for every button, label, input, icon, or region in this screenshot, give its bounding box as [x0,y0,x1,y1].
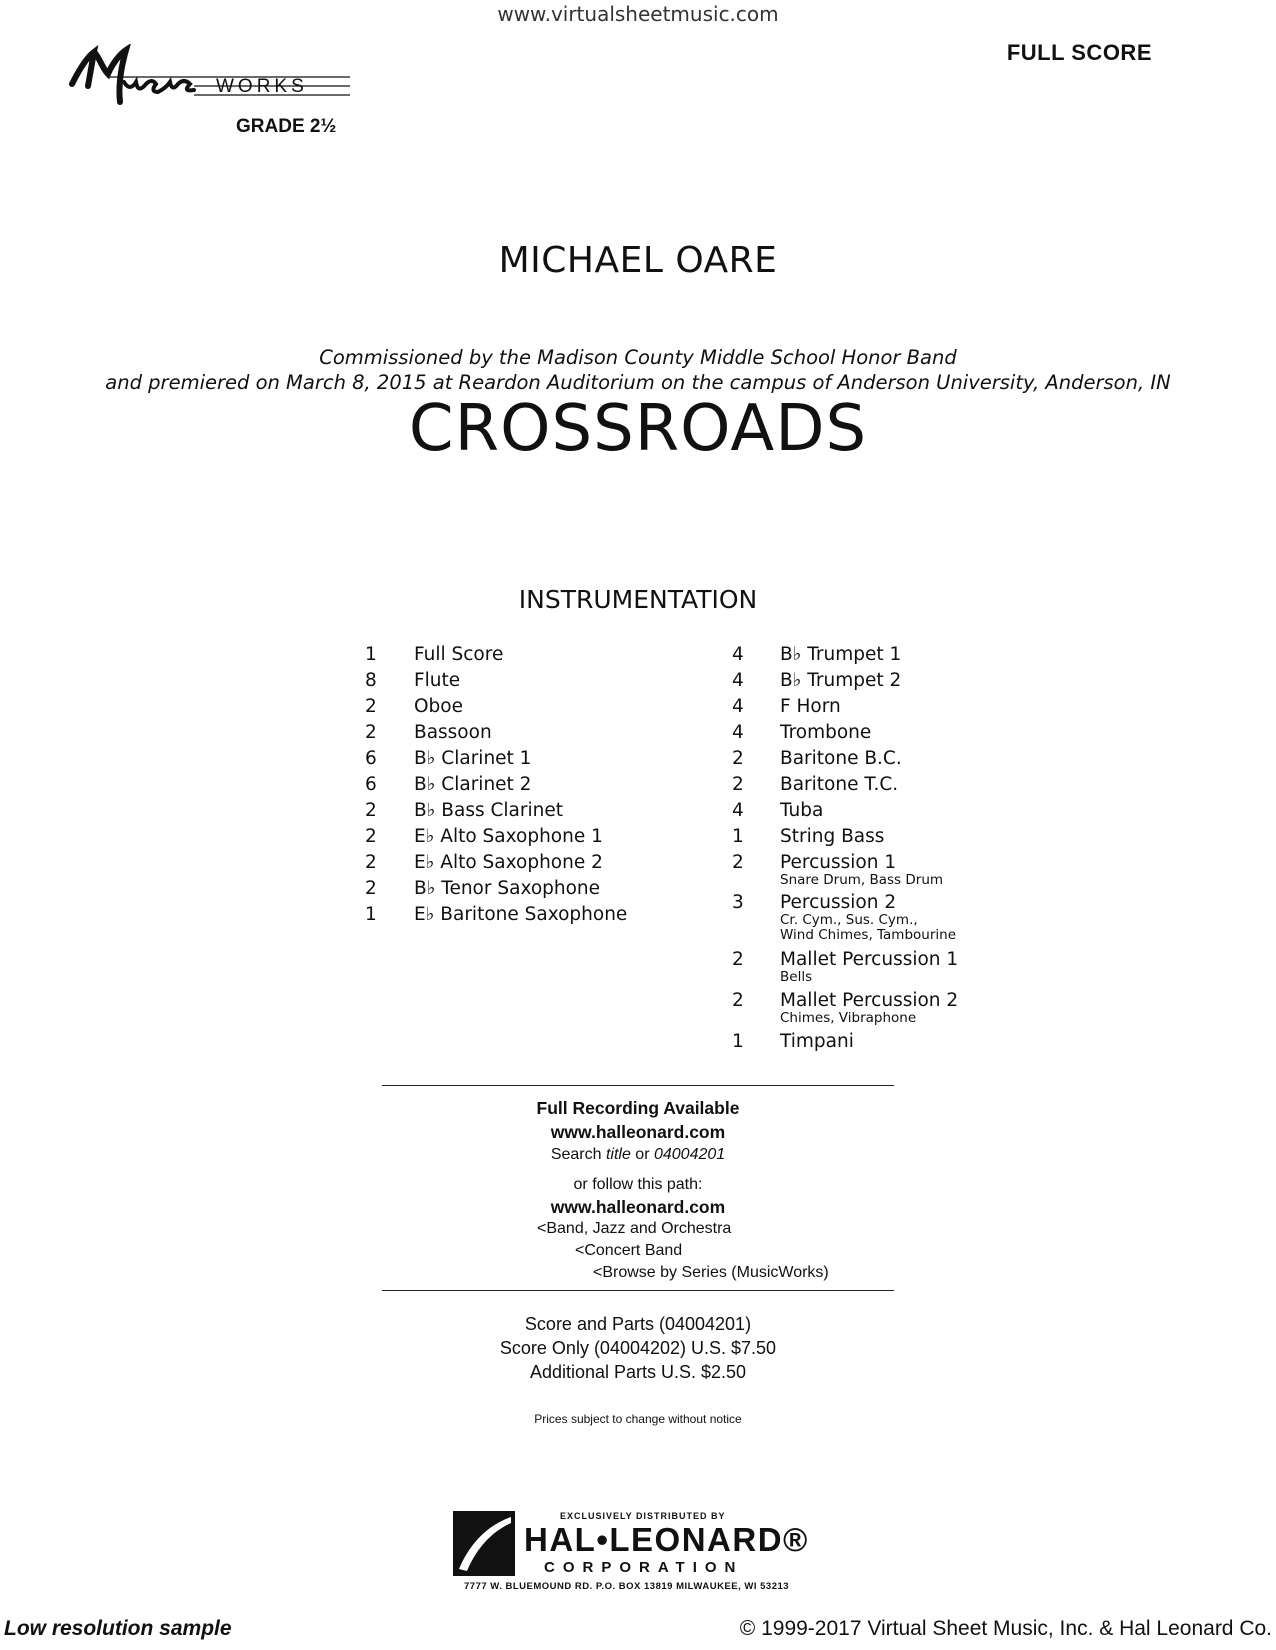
instrument-row [365,748,695,774]
publisher-corporation: CORPORATION [544,1559,744,1576]
instrument-qty: 8 [365,670,377,691]
instrument-row [732,644,1032,670]
instrument-name [780,990,958,1026]
search-or: or [630,1146,654,1163]
instrument-qty: 2 [365,878,377,899]
instrument-row [365,644,695,670]
svg-text:WORKS: WORKS [216,76,308,97]
search-title: title [605,1146,631,1163]
path-step-1: <Band, Jazz and Orchestra [537,1220,732,1237]
divider-bottom [382,1290,894,1291]
instrumentation-right-column [732,644,1032,1057]
full-score-label: FULL SCORE [1006,40,1152,65]
instrument-name: B♭ Clarinet 2 [414,774,532,795]
instrument-name: Tuba [780,800,824,821]
instrument-qty: 4 [732,722,744,743]
instrument-qty: 3 [732,892,744,913]
instrument-row [365,696,695,722]
instrument-row [732,949,1032,990]
instrument-qty: 4 [732,670,744,691]
instrument-row [365,670,695,696]
instrument-name: B♭ Tenor Saxophone [414,878,601,899]
instrument-row [732,892,1032,949]
instrument-name: Baritone B.C. [780,748,902,769]
instrument-name [780,852,943,888]
instrument-name [780,892,956,943]
publisher-address: 7777 W. BLUEMOUND RD. P.O. BOX 13819 MILWAUKEE, WI 53213 [464,1581,790,1592]
instrument-qty: 1 [732,826,744,847]
instrument-name [780,949,958,985]
instrumentation-heading: INSTRUMENTATION [518,585,758,614]
instrument-qty: 2 [732,774,744,795]
instrument-name-text: Mallet Percussion 1 [780,949,959,970]
price-line-1: Score and Parts (04004201) [524,1314,752,1334]
instrument-name: F Horn [780,696,841,717]
instrument-name-text: Percussion 1 [780,852,897,873]
recording-site-link[interactable]: www.halleonard.com [550,1122,726,1142]
instrument-row [365,722,695,748]
piece-title: CROSSROADS [408,392,868,466]
instrument-row [365,774,695,800]
instrument-qty: 2 [365,800,377,821]
instrument-qty: 2 [732,990,744,1011]
instrument-name: B♭ Bass Clarinet [414,800,563,821]
price-line-2: Score Only (04004202) U.S. $7.50 [499,1338,777,1358]
instrument-qty: 2 [365,722,377,743]
instrument-row [732,1031,1032,1057]
instrument-row [732,826,1032,852]
recording-search [0,1144,1276,1165]
instrument-row [732,852,1032,892]
follow-path-label: or follow this path: [573,1176,703,1193]
instrument-row [365,878,695,904]
instrument-row [732,670,1032,696]
recording-heading: Full Recording Available [536,1098,740,1118]
instrument-row [732,774,1032,800]
instrument-name-text: Percussion 2 [780,892,897,913]
instrument-qty: 2 [732,949,744,970]
recording-path [0,1174,1276,1219]
instrument-detail: Snare Drum, Bass Drum [780,872,944,888]
instrument-detail: Wind Chimes, Tambourine [780,927,957,943]
distributor-label: EXCLUSIVELY DISTRIBUTED BY [560,1511,726,1521]
instrument-qty: 2 [732,748,744,769]
path-step-2: <Concert Band [575,1242,683,1259]
publisher-name: HAL•LEONARD® [524,1521,809,1558]
instrument-qty: 4 [732,696,744,717]
instrument-qty: 6 [365,748,377,769]
instrument-row [732,696,1032,722]
copyright-notice: © 1999-2017 Virtual Sheet Music, Inc. & Hal Leonard Co. [739,1617,1272,1640]
instrumentation-left-column [365,644,695,930]
instrument-row [732,800,1032,826]
instrument-row [365,826,695,852]
composer-name: MICHAEL OARE [498,240,778,281]
instrument-name: B♭ Trumpet 1 [780,644,902,665]
watermark-url: www.virtualsheetmusic.com [497,2,779,26]
instrument-qty: 2 [365,852,377,873]
low-resolution-notice: Low resolution sample [4,1617,232,1640]
path-site-link[interactable]: www.halleonard.com [550,1197,726,1217]
grade-label: GRADE 2½ [236,116,337,137]
recording-info [0,1096,1276,1165]
instrument-name: B♭ Trumpet 2 [780,670,902,691]
instrument-name-text: Mallet Percussion 2 [780,990,959,1011]
instrument-qty: 4 [732,800,744,821]
instrument-row [732,722,1032,748]
divider-top [382,1085,894,1086]
instrument-row [365,852,695,878]
price-notice: Prices subject to change without notice [534,1412,742,1426]
instrument-name: Full Score [414,644,504,665]
price-line-3: Additional Parts U.S. $2.50 [529,1362,747,1382]
path-step-3: <Browse by Series (MusicWorks) [593,1264,829,1281]
instrument-row [732,748,1032,774]
instrument-row [365,800,695,826]
instrument-row [732,990,1032,1031]
instrument-qty: 6 [365,774,377,795]
instrument-detail: Cr. Cym., Sus. Cym., [780,912,918,928]
instrument-qty: 2 [365,696,377,717]
search-code: 04004201 [653,1146,726,1163]
instrument-qty: 1 [365,904,377,925]
instrument-name: Oboe [414,696,464,717]
instrument-name: String Bass [780,826,885,847]
commission-line-1: Commissioned by the Madison County Middle School Honor Band [319,346,957,369]
commission-line-2: and premiered on March 8, 2015 at Reardon Auditorium on the campus of Anderson University, Anderson, IN [105,371,1171,394]
instrument-qty: 1 [365,644,377,665]
instrument-name: Timpani [780,1031,854,1052]
pricing-block [0,1312,1276,1384]
instrument-qty: 1 [732,1031,744,1052]
instrument-name: Trombone [780,722,872,743]
instrument-name: B♭ Clarinet 1 [414,748,532,769]
instrument-qty: 4 [732,644,744,665]
instrument-name: E♭ Baritone Saxophone [414,904,628,925]
instrument-row [365,904,695,930]
instrument-name: E♭ Alto Saxophone 1 [414,826,603,847]
search-prefix: Search [550,1146,606,1163]
instrument-name: Bassoon [414,722,492,743]
hal-leonard-logo-mark [453,1511,515,1576]
instrument-name: E♭ Alto Saxophone 2 [414,852,603,873]
instrument-qty: 2 [365,826,377,847]
instrument-detail: Chimes, Vibraphone [780,1010,917,1026]
instrument-name: Flute [414,670,461,691]
instrument-qty: 2 [732,852,744,873]
instrument-name: Baritone T.C. [780,774,899,795]
instrument-detail: Bells [780,969,813,985]
